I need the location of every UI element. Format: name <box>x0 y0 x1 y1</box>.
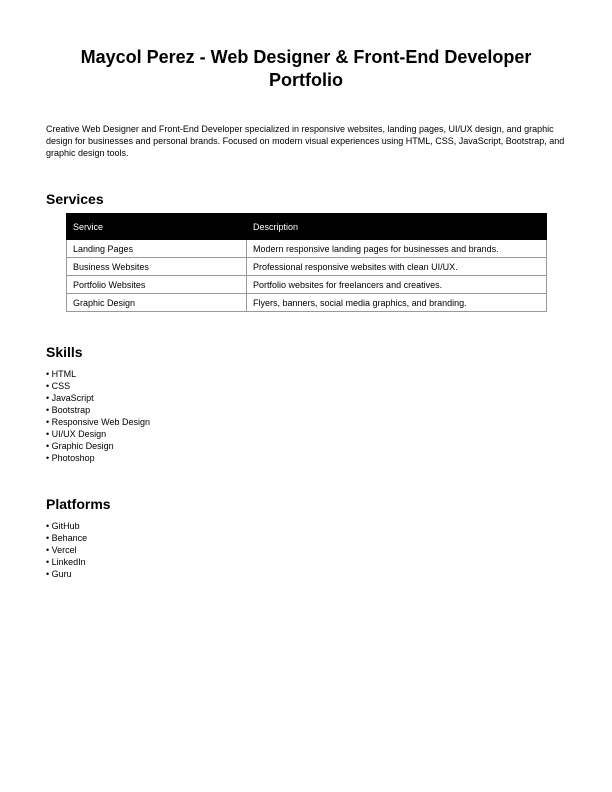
column-header-service: Service <box>67 214 247 240</box>
list-item: • Graphic Design <box>46 440 150 452</box>
table-row <box>67 276 547 294</box>
list-item: • Guru <box>46 568 87 580</box>
column-header-description: Description <box>247 214 547 240</box>
service-name-cell: Graphic Design <box>67 294 247 312</box>
service-description-cell: Professional responsive websites with clean UI/UX. <box>247 258 547 276</box>
platforms-list <box>46 520 87 580</box>
intro-paragraph: Creative Web Designer and Front-End Developer specialized in responsive websites, landing pages, UI/UX design, and graphic design for businesses and personal brands. Focused on modern visual experiences using HTML, CSS, JavaScript, Bootstrap, and graphic design tools. <box>46 124 565 158</box>
list-item: • Behance <box>46 532 87 544</box>
table-row <box>67 258 547 276</box>
service-name-cell: Portfolio Websites <box>67 276 247 294</box>
list-item: • Bootstrap <box>46 404 150 416</box>
services-heading: Services <box>46 191 104 207</box>
table-header-row <box>67 214 547 240</box>
skills-list <box>46 368 150 464</box>
list-item: • LinkedIn <box>46 556 87 568</box>
table-row <box>67 240 547 258</box>
list-item: • Photoshop <box>46 452 150 464</box>
skills-heading: Skills <box>46 344 83 360</box>
list-item: • JavaScript <box>46 392 150 404</box>
service-description-cell: Flyers, banners, social media graphics, and branding. <box>247 294 547 312</box>
page-title: Maycol Perez - Web Designer & Front-End Developer Portfolio <box>80 47 532 90</box>
list-item: • HTML <box>46 368 150 380</box>
list-item: • Responsive Web Design <box>46 416 150 428</box>
service-description-cell: Modern responsive landing pages for businesses and brands. <box>247 240 547 258</box>
service-description-cell: Portfolio websites for freelancers and creatives. <box>247 276 547 294</box>
list-item: • UI/UX Design <box>46 428 150 440</box>
list-item: • Vercel <box>46 544 87 556</box>
service-name-cell: Landing Pages <box>67 240 247 258</box>
list-item: • CSS <box>46 380 150 392</box>
service-name-cell: Business Websites <box>67 258 247 276</box>
table-row <box>67 294 547 312</box>
services-table <box>66 213 547 312</box>
list-item: • GitHub <box>46 520 87 532</box>
platforms-heading: Platforms <box>46 496 111 512</box>
